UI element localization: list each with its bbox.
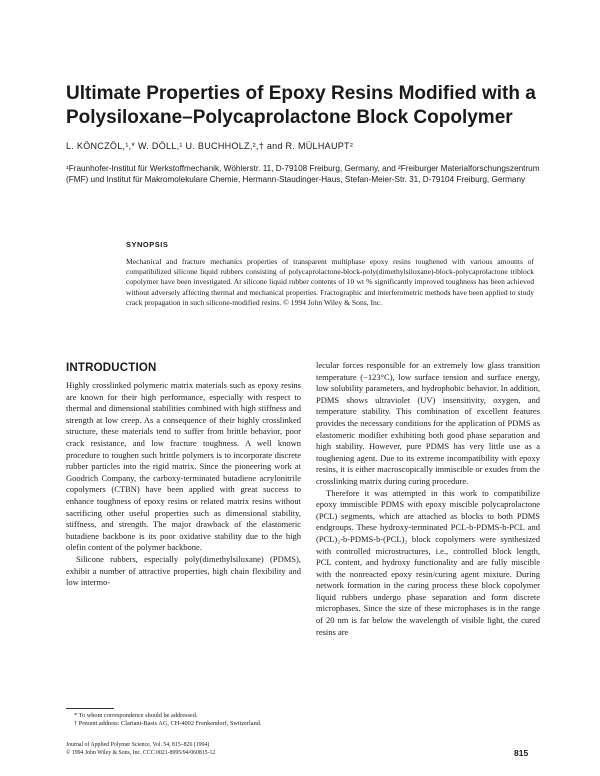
intro-paragraph: Therefore it was attempted in this work to compatibilize epoxy immiscible PDMS with epoxy miscible polycaprolactone (PCL) segments, which are attached as blocks to both PDMS endgroups. These hydroxy-terminated PCL-b-PDMS-b-PCL and (PCL)₂-b-PDMS-b-(PCL)₂ block copolymers were synthesized with controlled microstructures, i.e., controlled block length, PCL content, and hydroxy functionality and are fully miscible with the nonreacted epoxy resin/curing agent mixture. During network formation in the curing process these block copolymer liquid rubbers undergo phase separation and form discrete microphases. Since the size of these microphases is in the range of 20 nm is far below the wavelength of visible light, the cured resins are [316,487,540,637]
intro-paragraph: Silicone rubbers, especially poly(dimethylsiloxane) (PDMS), exhibit a number of attractive properties, high chain flexibility and low intermo- [66,553,301,588]
footnote-divider [66,708,114,709]
paper-title: Ultimate Properties of Epoxy Resins Modified with a Polysiloxane–Polycaprolactone Block Copolymer [66,83,536,128]
author-list: L. KÖNCZÖL,¹,* W. DÖLL,¹ U. BUCHHOLZ,²,† and R. MÜLHAUPT² [66,141,354,151]
intro-paragraph: lecular forces responsible for an extremely low glass transition temperature (−123°C), low surface tension and surface energy, low solubility parameters, and hydrophobic behavior. In addition, PDMS shows ultraviolet (UV) insensitivity, oxygen, and temperature stability. This combination of excellent features provides the necessary conditions for the application of PDMS as elastomeric modifier exhibiting both good phase separation and high stability. However, pure PDMS has very little use as a toughening agent. Due to its extreme incompatibility with epoxy resins, it is either macroscopically immiscible or exudes from the crosslinking matrix during curing procedure. [316,360,540,486]
intro-paragraph: Highly crosslinked polymeric matrix materials such as epoxy resins are known for their high performance, especially with respect to thermal and dimensional stabilities combined with high stiffness and strength at low creep. As a consequence of their highly crosslinked structure, these materials tend to suffer from brittle behavior, poor crack resistance, and low fracture toughness. A well known procedure to toughen such brittle polymers is to incorporate discrete rubber particles into the rigid matrix. Since the pioneering work at Goodrich Company, the carboxy-terminated butadiene acrylonitrile copolymers (CTBN) have been applied with great success to enhance toughness of epoxy resins or related matrix resins without sacrificing other useful properties such as dimensional stability, stiffness, and strength. The major drawback of the elastomeric butadiene backbone is its poor oxidative stability due to the high olefin content of the polymer backbone. [66,380,301,553]
introduction-heading: INTRODUCTION [66,362,157,374]
affiliation: ¹Fraunhofer-Institut für Werkstoffmechanik, Wöhlerstr. 11, D-79108 Freiburg, Germany, and ²Freiburger Materialforschungszentrum (FMF) und Institut für Makromolekulare Chemie, Hermann-Staudinger-Haus, Stefan-Meier-Str. 31, D-79104 Freiburg, Germany [66,164,540,184]
journal-line: Journal of Applied Polymer Science, Vol. 54, 815–826 (1994) [66,742,210,748]
footnotes [66,712,306,729]
page-number: 815 [514,748,529,758]
left-column [66,380,301,589]
footnote: * To whom correspondence should be addressed. [74,712,198,719]
journal-line: © 1994 John Wiley & Sons, Inc. CCC 0021-8995/94/060815-12 [66,749,216,756]
synopsis-text: Mechanical and fracture mechanics properties of transparent multiphase epoxy resins toughened with various amounts of compatibilized silicone liquid rubbers consisting of polycaprolactone-block-poly(dimethylsiloxane)-block-polycaprolactone triblock copolymer have been investigated. At silicone liquid rubber contents of 10 wt % significantly improved toughness has been achieved without adversely affecting thermal and mechanical properties. Fractographic and interferometric methods have been applied to study crack propagation in such silicone-modified resins. © 1994 John Wiley & Sons, Inc. [126,257,534,307]
journal-citation [66,742,306,758]
footnote: † Present address: Clariant-Basis AG, CH-4002 Frenkendorf, Switzerland. [74,720,262,728]
synopsis-heading: SYNOPSIS [126,240,169,249]
right-column [316,360,540,638]
